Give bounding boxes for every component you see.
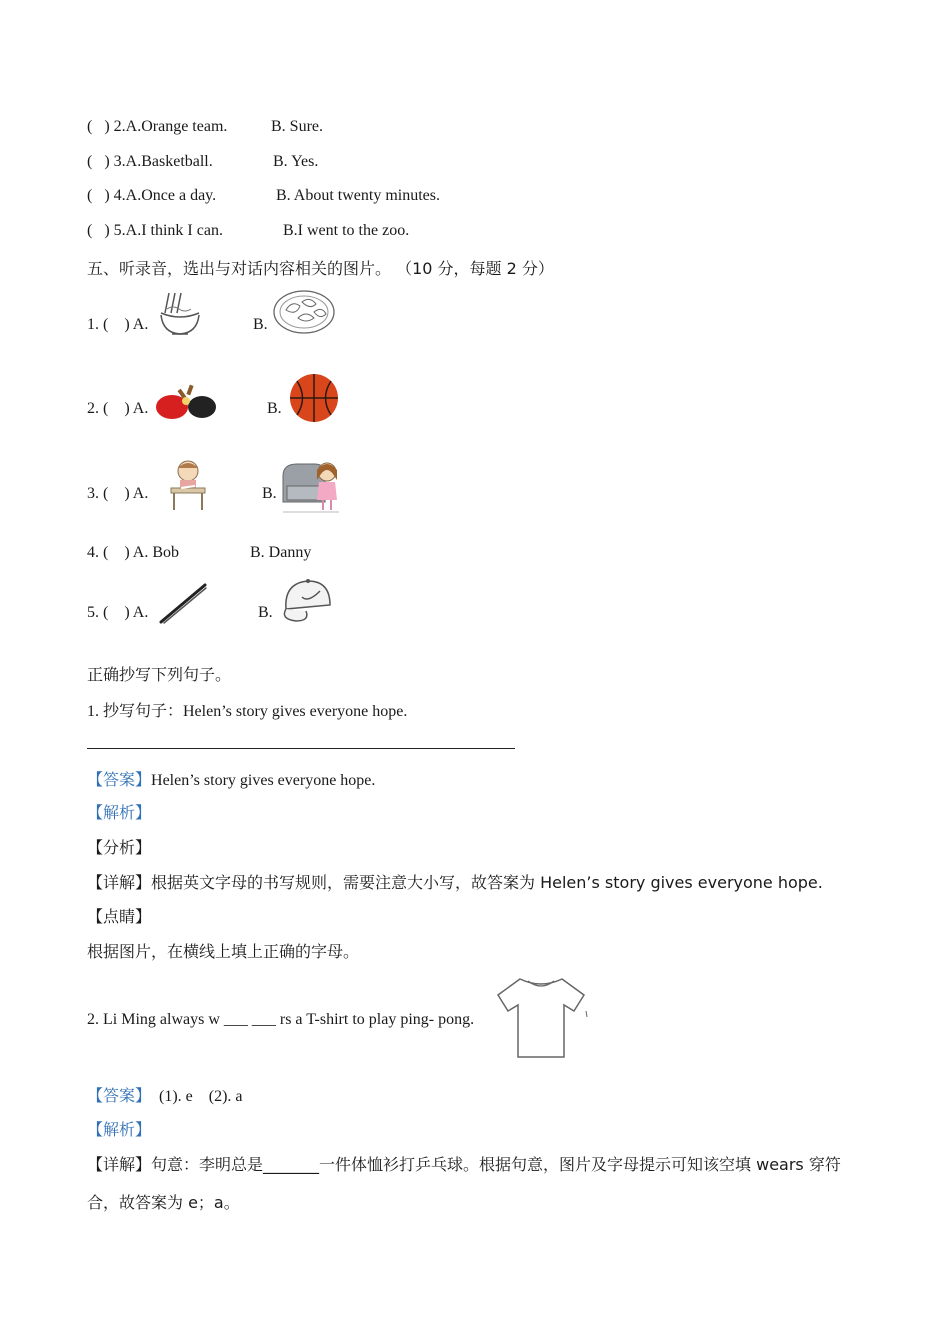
cap-icon [276,575,334,625]
choice-a: ( ) 2.A.Orange team. [87,118,228,135]
jiexi-tag: 【解析】 [87,1120,152,1139]
xiangjie-text: 根据英文字母的书写规则，需要注意大小写，故答案为 Helen’s story gives everyone hope. [151,873,823,892]
choice-b: B. Yes. [273,153,319,170]
dumplings-plate-icon [272,288,336,336]
option-b: B. Danny [250,544,312,561]
pic-question-5-label: 5. ( ) A. [87,604,149,621]
xiangjie-text: 句意：李明总是_______一件体恤衫打乒乓球。根据句意，图片及字母提示可知该空填 wears 穿符 [151,1155,841,1174]
choice-a: ( ) 5.A.I think I can. [87,222,223,239]
fill-section-title: 根据图片，在横线上填上正确的字母。 [87,942,360,961]
xiangjie-tag: 【详解】 [87,1155,152,1174]
copy-section-title: 正确抄写下列句子。 [87,665,232,684]
answer-blank-line [87,748,515,749]
pic-question-3-label: 3. ( ) A. [87,485,149,502]
option-b: B. [262,485,277,502]
option-b: B. [258,604,273,621]
dianjing-tag: 【点睛】 [87,907,152,926]
pic-question-1-label: 1. ( ) A. [87,316,149,333]
xiangjie-text-cont: 合，故答案为 e；a。 [87,1193,240,1212]
choice-b: B.I went to the zoo. [283,222,410,239]
answer-text: (1). e (2). a [151,1088,243,1105]
jiexi-tag: 【解析】 [87,803,152,822]
xiangjie-tag: 【详解】 [87,873,152,892]
fill-question-2: 2. Li Ming always w ___ ___ rs a T-shirt to play ping- pong. [87,1011,475,1028]
child-at-desk-icon [167,458,209,512]
choice-row-3 [87,153,213,171]
xiangjie-row-2 [87,1152,841,1175]
basketball-icon [288,372,340,424]
answer-text: Helen’s story gives everyone hope. [151,772,376,789]
pic-question-4-label: 4. ( ) A. Bob [87,544,179,561]
option-b: B. [253,316,268,333]
xiangjie-row-1 [87,870,823,893]
answer-tag: 【答案】 [87,770,152,789]
fenxi-tag: 【分析】 [87,838,152,857]
girl-by-sofa-icon [281,458,341,514]
answer-row-2 [87,1083,243,1106]
copy-question-1 [87,698,407,721]
copy-question-1-text: 1. 抄写句子：Helen’s story gives everyone hope. [87,703,408,720]
choice-row-5 [87,222,223,240]
choice-row-4 [87,187,216,205]
answer-tag: 【答案】 [87,1086,152,1105]
choice-b: B. Sure. [271,118,323,135]
section-5-title: 五、听录音，选出与对话内容相关的图片。 （10 分，每题 2 分） [87,259,554,278]
t-shirt-icon [492,975,590,1061]
ping-pong-paddles-icon [154,383,218,423]
choice-b: B. About twenty minutes. [276,187,440,204]
noodle-bowl-icon [157,291,203,339]
pic-question-2-label: 2. ( ) A. [87,400,149,417]
choice-row-2 [87,118,227,136]
choice-a: ( ) 3.A.Basketball. [87,153,213,170]
choice-a: ( ) 4.A.Once a day. [87,187,217,204]
chopsticks-icon [158,582,208,624]
answer-row-1 [87,767,375,790]
option-b: B. [267,400,282,417]
